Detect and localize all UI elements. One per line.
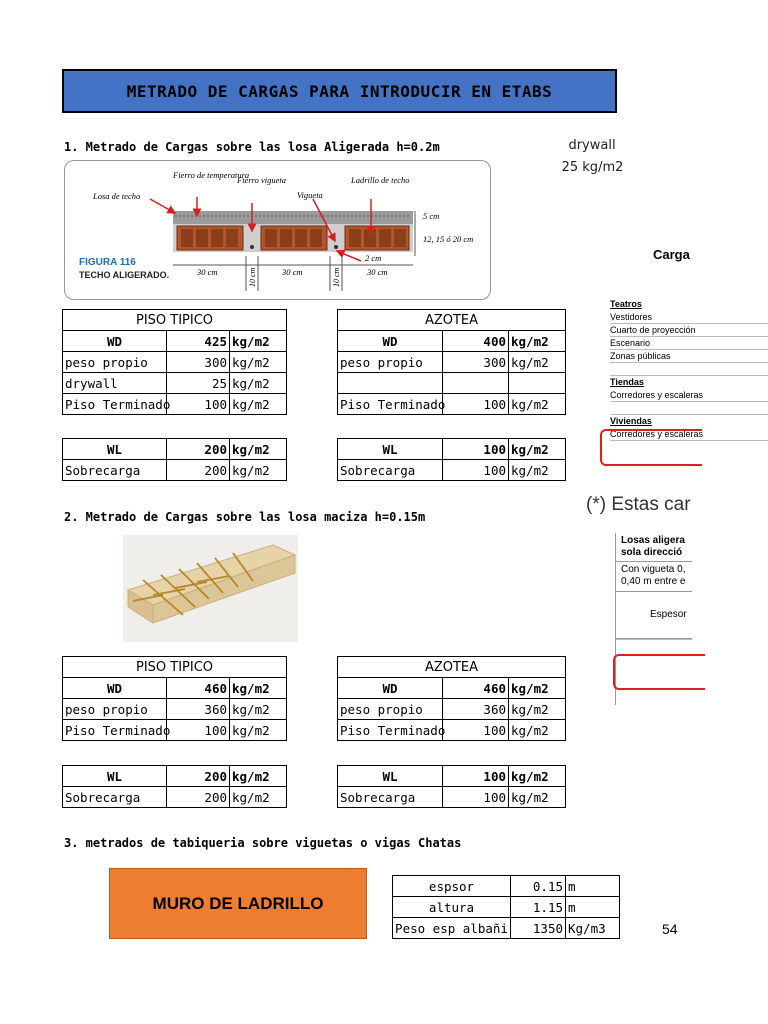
muro-param-value: 0.15 bbox=[511, 876, 566, 897]
ref-row: Viviendas bbox=[610, 416, 652, 426]
label-losa: Losa de techo bbox=[93, 191, 141, 201]
s2-azotea-wl-table bbox=[337, 765, 566, 808]
page-number: 54 bbox=[662, 921, 678, 937]
ref-row bbox=[610, 402, 768, 415]
s2-azotea-wl-label: WL bbox=[338, 766, 443, 787]
section3-heading: 3. metrados de tabiqueria sobre viguetas o vigas Chatas bbox=[64, 836, 462, 850]
s2-azotea-row-label: peso propio bbox=[338, 699, 443, 720]
drywall-note-label: drywall bbox=[568, 138, 616, 153]
reference-table bbox=[608, 292, 768, 442]
s2-azotea-row-unit: kg/m2 bbox=[509, 720, 566, 741]
s1-azotea-sc-label: Sobrecarga bbox=[338, 460, 443, 481]
s2-piso-wd-unit: kg/m2 bbox=[230, 678, 287, 699]
s2-azotea-row-unit: kg/m2 bbox=[509, 699, 566, 720]
s1-azotea-sc-unit: kg/m2 bbox=[509, 460, 566, 481]
s1-piso-wl-table bbox=[62, 438, 287, 481]
s1-piso-row-unit: kg/m2 bbox=[230, 394, 287, 415]
brick-block-2 bbox=[261, 226, 327, 250]
s2-azotea-sc-unit: kg/m2 bbox=[509, 787, 566, 808]
s2-piso-wl-value: 200 bbox=[167, 766, 230, 787]
s2-piso-row-unit: kg/m2 bbox=[230, 699, 287, 720]
muro-params-table bbox=[392, 875, 620, 939]
muro-param-unit: Kg/m3 bbox=[566, 918, 620, 939]
s1-azotea-row-unit: kg/m2 bbox=[509, 394, 566, 415]
s2-piso-row-value: 360 bbox=[167, 699, 230, 720]
section1-heading: 1. Metrado de Cargas sobre las losa Aligerada h=0.2m bbox=[64, 140, 440, 154]
s2-piso-wl-label: WL bbox=[63, 766, 167, 787]
losa-maciza-image bbox=[123, 535, 298, 642]
s1-azotea-row-value bbox=[443, 373, 509, 394]
s1-piso-row-value: 25 bbox=[167, 373, 230, 394]
ref-row: Teatros bbox=[610, 299, 642, 309]
s2-azotea-row-value: 100 bbox=[443, 720, 509, 741]
muro-ladrillo-box bbox=[109, 868, 367, 939]
s2-piso-row-label: Piso Terminado bbox=[63, 720, 167, 741]
s1-piso-row-unit: kg/m2 bbox=[230, 373, 287, 394]
s1-azotea-wd-table bbox=[337, 309, 566, 415]
s2-azotea-wd-unit: kg/m2 bbox=[509, 678, 566, 699]
muro-param-label: espsor bbox=[393, 876, 511, 897]
label-dim-10a: 10 cm bbox=[248, 267, 257, 287]
label-dim-10b: 10 cm bbox=[332, 267, 341, 287]
highlight-box bbox=[600, 429, 702, 466]
losas-title-1: Losas aligera bbox=[621, 535, 685, 546]
label-dim-30c: 30 cm bbox=[367, 267, 388, 277]
s2-azotea-sc-label: Sobrecarga bbox=[338, 787, 443, 808]
s1-piso-wd-value: 425 bbox=[167, 331, 230, 352]
ref-row: Zonas públicas bbox=[610, 350, 768, 363]
s2-piso-wd-table bbox=[62, 656, 287, 741]
s1-azotea-row-label bbox=[338, 373, 443, 394]
s2-azotea-row-value: 360 bbox=[443, 699, 509, 720]
s2-azotea-wd-value: 460 bbox=[443, 678, 509, 699]
figure-name: TECHO ALIGERADO. bbox=[79, 270, 170, 280]
s1-piso-row-unit: kg/m2 bbox=[230, 352, 287, 373]
s2-piso-sc-unit: kg/m2 bbox=[230, 787, 287, 808]
s1-piso-sc-unit: kg/m2 bbox=[230, 460, 287, 481]
slab-top bbox=[173, 211, 413, 224]
carga-label: Carga bbox=[653, 247, 690, 262]
label-dim-5: 5 cm bbox=[423, 211, 440, 221]
s1-piso-title: PISO TIPICO bbox=[63, 310, 287, 331]
s1-azotea-wd-unit: kg/m2 bbox=[509, 331, 566, 352]
label-dim-30a: 30 cm bbox=[197, 267, 218, 277]
s1-piso-sc-label: Sobrecarga bbox=[63, 460, 167, 481]
s1-piso-wl-label: WL bbox=[63, 439, 167, 460]
s2-piso-wd-value: 460 bbox=[167, 678, 230, 699]
s2-piso-wd-label: WD bbox=[63, 678, 167, 699]
losa-maciza-svg bbox=[123, 535, 298, 642]
s2-azotea-wd-table bbox=[337, 656, 566, 741]
muro-param-value: 1350 bbox=[511, 918, 566, 939]
s1-azotea-row-label: Piso Terminado bbox=[338, 394, 443, 415]
s1-piso-wl-unit: kg/m2 bbox=[230, 439, 287, 460]
s1-azotea-wd-label: WD bbox=[338, 331, 443, 352]
label-vigueta: Vigueta bbox=[297, 190, 323, 200]
aligerado-diagram-svg bbox=[65, 161, 492, 301]
ref-row: Cuarto de proyección bbox=[610, 324, 768, 337]
document-title-box bbox=[62, 69, 617, 113]
figure-number: FIGURA 116 bbox=[79, 257, 136, 268]
s1-azotea-row-label: peso propio bbox=[338, 352, 443, 373]
s2-piso-title: PISO TIPICO bbox=[63, 657, 287, 678]
muro-param-label: Peso esp albañi bbox=[393, 918, 511, 939]
ref-row: Tiendas bbox=[610, 377, 644, 387]
highlight-box bbox=[613, 654, 705, 690]
espesor-label: Espesor bbox=[650, 609, 687, 620]
s1-azotea-row-value: 100 bbox=[443, 394, 509, 415]
s2-azotea-wl-value: 100 bbox=[443, 766, 509, 787]
document-title: METRADO DE CARGAS PARA INTRODUCIR EN ETABS bbox=[126, 81, 553, 101]
s1-azotea-row-unit: kg/m2 bbox=[509, 352, 566, 373]
s1-azotea-wl-unit: kg/m2 bbox=[509, 439, 566, 460]
label-dim-2: 2 cm bbox=[365, 253, 382, 263]
s1-piso-wl-value: 200 bbox=[167, 439, 230, 460]
muro-param-value: 1.15 bbox=[511, 897, 566, 918]
s1-azotea-wl-label: WL bbox=[338, 439, 443, 460]
label-dim-h: 12, 15 ó 20 cm bbox=[423, 234, 474, 244]
ref-row: Corredores y escaleras bbox=[610, 389, 768, 402]
s1-azotea-row-unit bbox=[509, 373, 566, 394]
s2-piso-row-value: 100 bbox=[167, 720, 230, 741]
s1-piso-row-value: 100 bbox=[167, 394, 230, 415]
ref-row: Escenario bbox=[610, 337, 768, 350]
s1-azotea-row-value: 300 bbox=[443, 352, 509, 373]
label-fierro-vig: Fierro vigueta bbox=[237, 175, 287, 185]
s1-piso-row-value: 300 bbox=[167, 352, 230, 373]
losas-title-2: sola direcció bbox=[621, 547, 683, 558]
s1-azotea-wl-table bbox=[337, 438, 566, 481]
s1-piso-sc-value: 200 bbox=[167, 460, 230, 481]
muro-param-unit: m bbox=[566, 897, 620, 918]
s1-piso-wd-label: WD bbox=[63, 331, 167, 352]
s1-azotea-sc-value: 100 bbox=[443, 460, 509, 481]
s1-piso-wd-unit: kg/m2 bbox=[230, 331, 287, 352]
s2-azotea-wl-unit: kg/m2 bbox=[509, 766, 566, 787]
s1-azotea-wd-value: 400 bbox=[443, 331, 509, 352]
s2-piso-sc-label: Sobrecarga bbox=[63, 787, 167, 808]
ref-row: Corredores y escaleras bbox=[610, 428, 768, 441]
s1-piso-wd-table bbox=[62, 309, 287, 415]
muro-ladrillo-label: MURO DE LADRILLO bbox=[152, 893, 324, 913]
s2-piso-wl-unit: kg/m2 bbox=[230, 766, 287, 787]
s2-azotea-sc-value: 100 bbox=[443, 787, 509, 808]
s1-azotea-title: AZOTEA bbox=[338, 310, 566, 331]
section2-heading: 2. Metrado de Cargas sobre las losa maciza h=0.15m bbox=[64, 510, 426, 524]
footnote-text: (*) Estas car bbox=[586, 494, 691, 515]
vigueta-line-2: 0,40 m entre e bbox=[621, 576, 686, 587]
s1-azotea-wl-value: 100 bbox=[443, 439, 509, 460]
ref-row bbox=[610, 363, 768, 376]
aligerado-diagram bbox=[64, 160, 491, 300]
s1-piso-row-label: peso propio bbox=[63, 352, 167, 373]
brick-block-3 bbox=[345, 226, 409, 250]
ref-row: Vestidores bbox=[610, 311, 768, 324]
vigueta-line-1: Con vigueta 0, bbox=[621, 564, 686, 575]
s2-azotea-wd-label: WD bbox=[338, 678, 443, 699]
s1-piso-row-label: drywall bbox=[63, 373, 167, 394]
muro-param-unit: m bbox=[566, 876, 620, 897]
label-ladrillo: Ladrillo de techo bbox=[351, 175, 410, 185]
s2-piso-row-unit: kg/m2 bbox=[230, 720, 287, 741]
s2-piso-sc-value: 200 bbox=[167, 787, 230, 808]
s2-piso-wl-table bbox=[62, 765, 287, 808]
s2-azotea-row-label: Piso Terminado bbox=[338, 720, 443, 741]
s1-piso-row-label: Piso Terminado bbox=[63, 394, 167, 415]
s2-azotea-title: AZOTEA bbox=[338, 657, 566, 678]
drywall-note-value: 25 kg/m2 bbox=[561, 160, 624, 175]
muro-param-label: altura bbox=[393, 897, 511, 918]
brick-block-1 bbox=[177, 226, 243, 250]
label-dim-30b: 30 cm bbox=[282, 267, 303, 277]
s2-piso-row-label: peso propio bbox=[63, 699, 167, 720]
label-fierro-temp: Fierro de temperatura bbox=[173, 170, 250, 180]
